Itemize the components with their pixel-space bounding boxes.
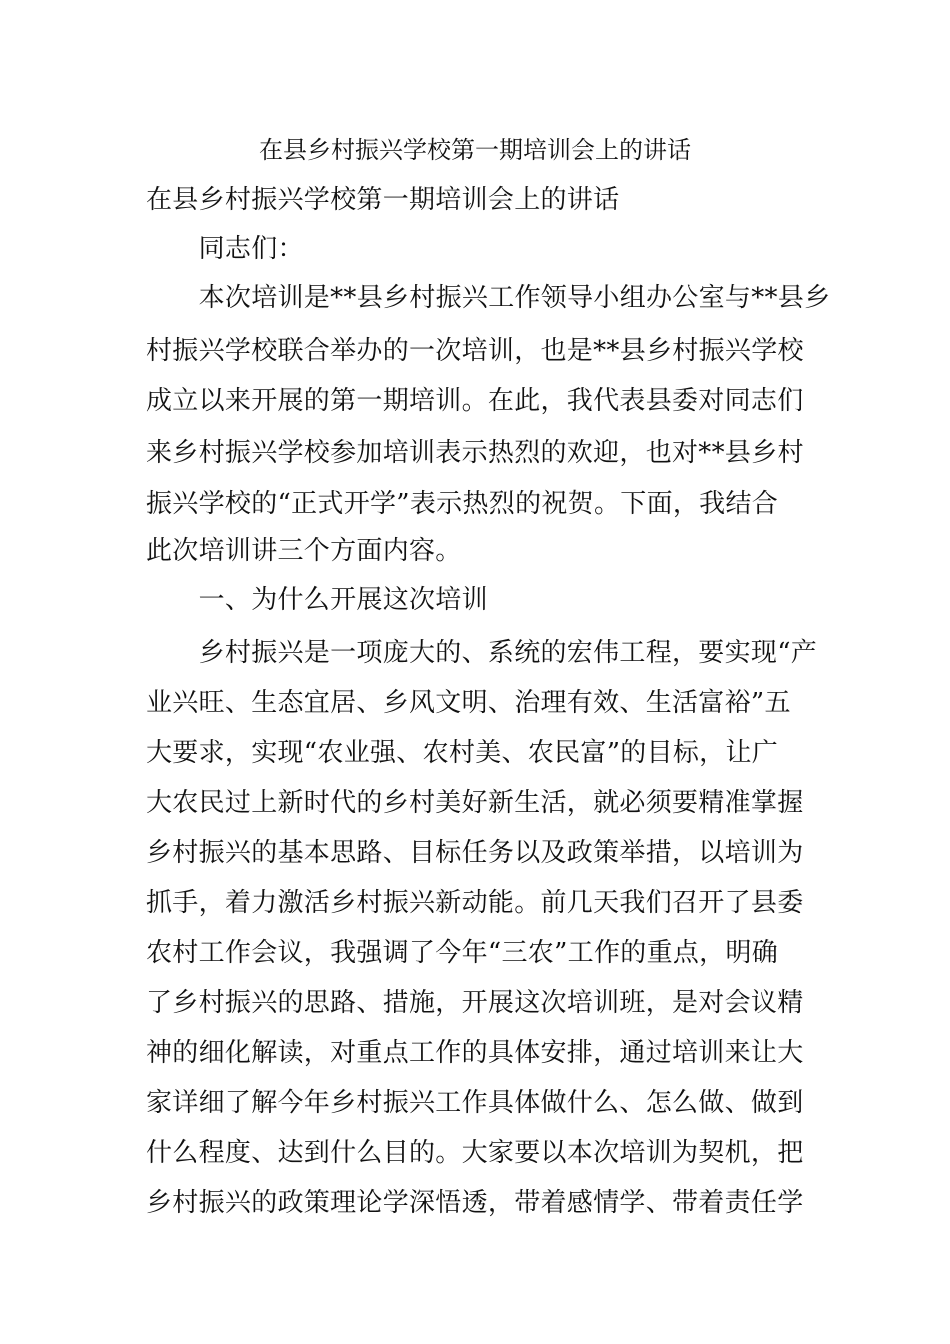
body-line: 家详细了解今年乡村振兴工作具体做什么、怎么做、做到: [146, 1088, 804, 1118]
body-line: 大农民过上新时代的乡村美好新生活，就必须要精准掌握: [146, 788, 804, 818]
body-line: 了乡村振兴的思路、措施，开展这次培训班，是对会议精: [146, 988, 804, 1018]
body-line: 乡村振兴是一项庞大的、系统的宏伟工程，要实现“产: [146, 638, 818, 668]
body-line: 乡村振兴的基本思路、目标任务以及政策举措，以培训为: [146, 838, 804, 868]
body-line: 抓手，着力激活乡村振兴新动能。前几天我们召开了县委: [146, 888, 804, 918]
body-line: 成立以来开展的第一期培训。在此，我代表县委对同志们: [146, 386, 804, 416]
section-heading: 一、为什么开展这次培训: [146, 585, 488, 615]
body-line: 振兴学校的“正式开学”表示热烈的祝贺。下面，我结合: [146, 489, 779, 519]
subtitle-line: 在县乡村振兴学校第一期培训会上的讲话: [146, 185, 620, 215]
body-line: 来乡村振兴学校参加培训表示热烈的欢迎，也对**县乡村: [146, 438, 804, 468]
body-line: 大要求，实现“农业强、农村美、农民富”的目标，让广: [146, 738, 779, 768]
body-line: 同志们：: [146, 234, 304, 264]
body-line: 乡村振兴的政策理论学深悟透，带着感情学、带着责任学: [146, 1188, 804, 1218]
body-line: 此次培训讲三个方面内容。: [146, 536, 462, 566]
body-line: 业兴旺、生态宜居、乡风文明、治理有效、生活富裕”五: [146, 688, 791, 718]
body-line: 什么程度、达到什么目的。大家要以本次培训为契机，把: [146, 1138, 804, 1168]
body-line: 神的细化解读，对重点工作的具体安排，通过培训来让大: [146, 1038, 804, 1068]
document-title: 在县乡村振兴学校第一期培训会上的讲话: [259, 136, 691, 164]
body-line: 村振兴学校联合举办的一次培训，也是**县乡村振兴学校: [146, 336, 804, 366]
body-line: 农村工作会议，我强调了今年“三农”工作的重点，明确: [146, 938, 779, 968]
body-line: 本次培训是**县乡村振兴工作领导小组办公室与**县乡: [146, 283, 831, 313]
